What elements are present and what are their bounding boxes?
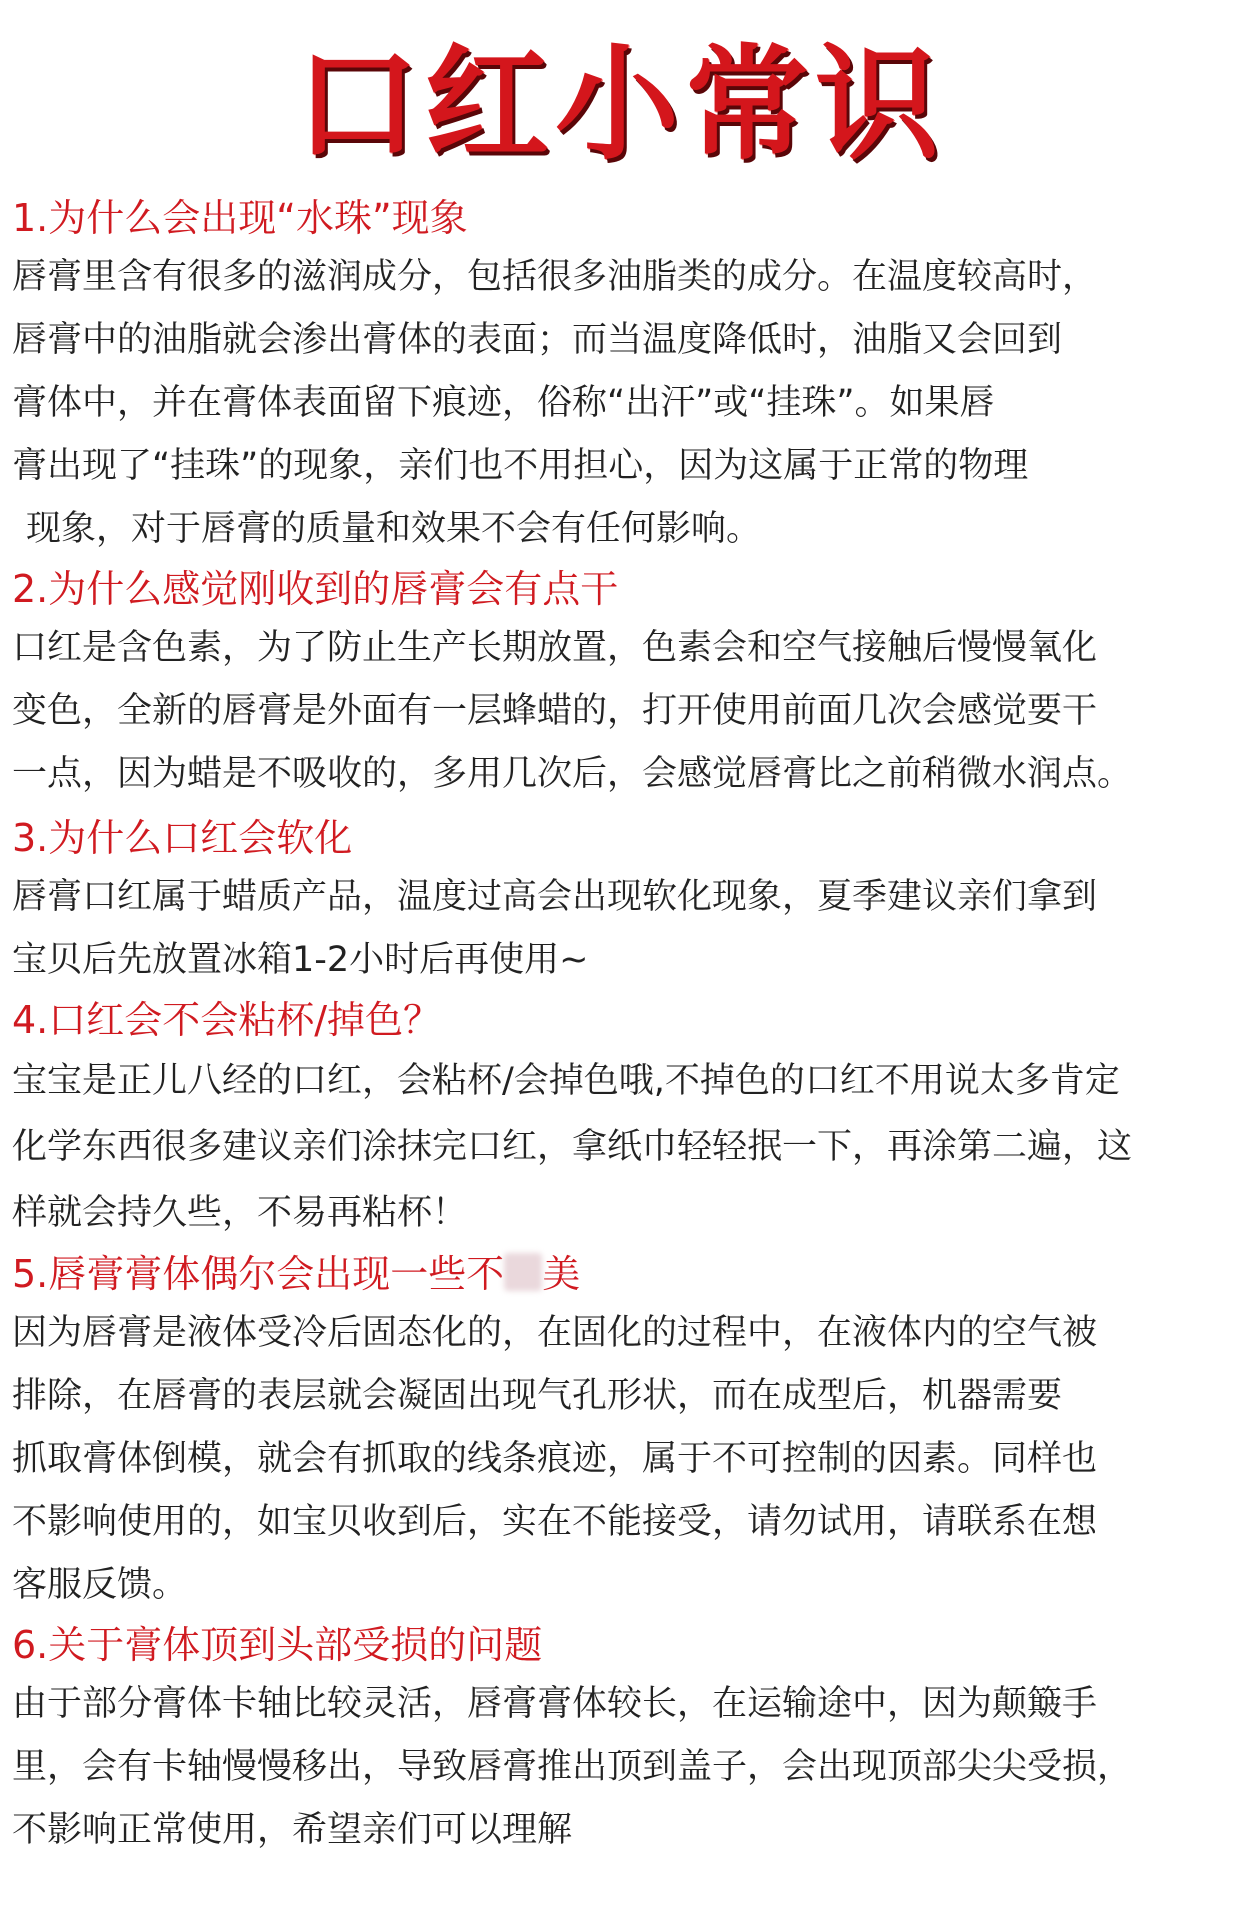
answer-line: 现象，对于唇膏的质量和效果不会有任何影响。 [26,509,762,549]
faq-question-1: 1.为什么会出现“水珠”现象 [12,196,468,240]
faq-question-6: 6.关于膏体顶到头部受损的问题 [12,1623,543,1667]
faq-question-5 [12,1246,1232,1302]
answer-line: 抓取膏体倒模，就会有抓取的线条痕迹，属于不可控制的因素。同样也 [12,1439,1098,1479]
faq-section-4 [12,992,1232,1246]
answer-line: 不影响正常使用，希望亲们可以理解 [12,1810,573,1850]
faq-question-2: 2.为什么感觉刚收到的唇膏会有点干 [12,567,619,611]
answer-line: 客服反馈。 [12,1565,188,1605]
answer-line: 由于部分膏体卡轴比较灵活，唇膏膏体较长，在运输途中，因为颠簸手 [12,1684,1098,1724]
faq-section-5 [12,1246,1232,1617]
faq-section-3 [12,810,1232,992]
page-title: 口红小常识 [294,33,945,177]
answer-line: 宝宝是正儿八经的口红，会粘杯/会掉色哦,不掉色的口红不用说太多肯定 [12,1061,1120,1101]
answer-line: 唇膏中的油脂就会渗出膏体的表面；而当温度降低时，油脂又会回到 [12,320,1063,360]
faq-answer-1 [12,246,1232,561]
answer-line: 样就会持久些，不易再粘杯！ [12,1193,468,1233]
blurred-character [504,1253,542,1291]
faq-answer-3 [12,866,1232,992]
answer-line: 唇膏口红属于蜡质产品，温度过高会出现软化现象，夏季建议亲们拿到 [12,877,1098,917]
answer-line: 里，会有卡轴慢慢移出，导致唇膏推出顶到盖子，会出现顶部尖尖受损， [12,1747,1133,1787]
answer-line: 一点，因为蜡是不吸收的，多用几次后，会感觉唇膏比之前稍微水润点。 [12,754,1133,794]
faq-answer-2 [12,617,1232,806]
answer-line: 膏出现了“挂珠”的现象，亲们也不用担心，因为这属于正常的物理 [12,446,1029,486]
answer-line: 因为唇膏是液体受冷后固态化的，在固化的过程中，在液体内的空气被 [12,1313,1098,1353]
answer-line: 膏体中，并在膏体表面留下痕迹，俗称“出汗”或“挂珠”。如果唇 [12,383,995,423]
answer-line: 不影响使用的，如宝贝收到后，实在不能接受，请勿试用，请联系在想 [12,1502,1098,1542]
answer-line: 排除，在唇膏的表层就会凝固出现气孔形状，而在成型后，机器需要 [12,1376,1063,1416]
answer-line: 变色，全新的唇膏是外面有一层蜂蜡的，打开使用前面几次会感觉要干 [12,691,1098,731]
answer-line: 唇膏里含有很多的滋润成分，包括很多油脂类的成分。在温度较高时， [12,257,1098,297]
faq-answer-6 [12,1673,1232,1862]
question-5-text-start: 5.唇膏膏体偶尔会出现一些不 [12,1252,505,1296]
faq-section-2 [12,561,1232,806]
faq-answer-5 [12,1302,1232,1617]
faq-sections [12,190,1232,1862]
faq-question-4: 4.口红会不会粘杯/掉色？ [12,998,442,1042]
answer-line: 化学东西很多建议亲们涂抹完口红，拿纸巾轻轻抿一下，再涂第二遍，这 [12,1127,1133,1167]
faq-section-6 [12,1617,1232,1862]
question-5-text-end: 美 [542,1252,581,1296]
faq-section-1 [12,190,1232,561]
answer-line: 口红是含色素，为了防止生产长期放置，色素会和空气接触后慢慢氧化 [12,628,1098,668]
answer-line: 宝贝后先放置冰箱1-2小时后再使用~ [12,940,589,980]
faq-question-3: 3.为什么口红会软化 [12,816,353,860]
faq-answer-4 [12,1048,1232,1246]
